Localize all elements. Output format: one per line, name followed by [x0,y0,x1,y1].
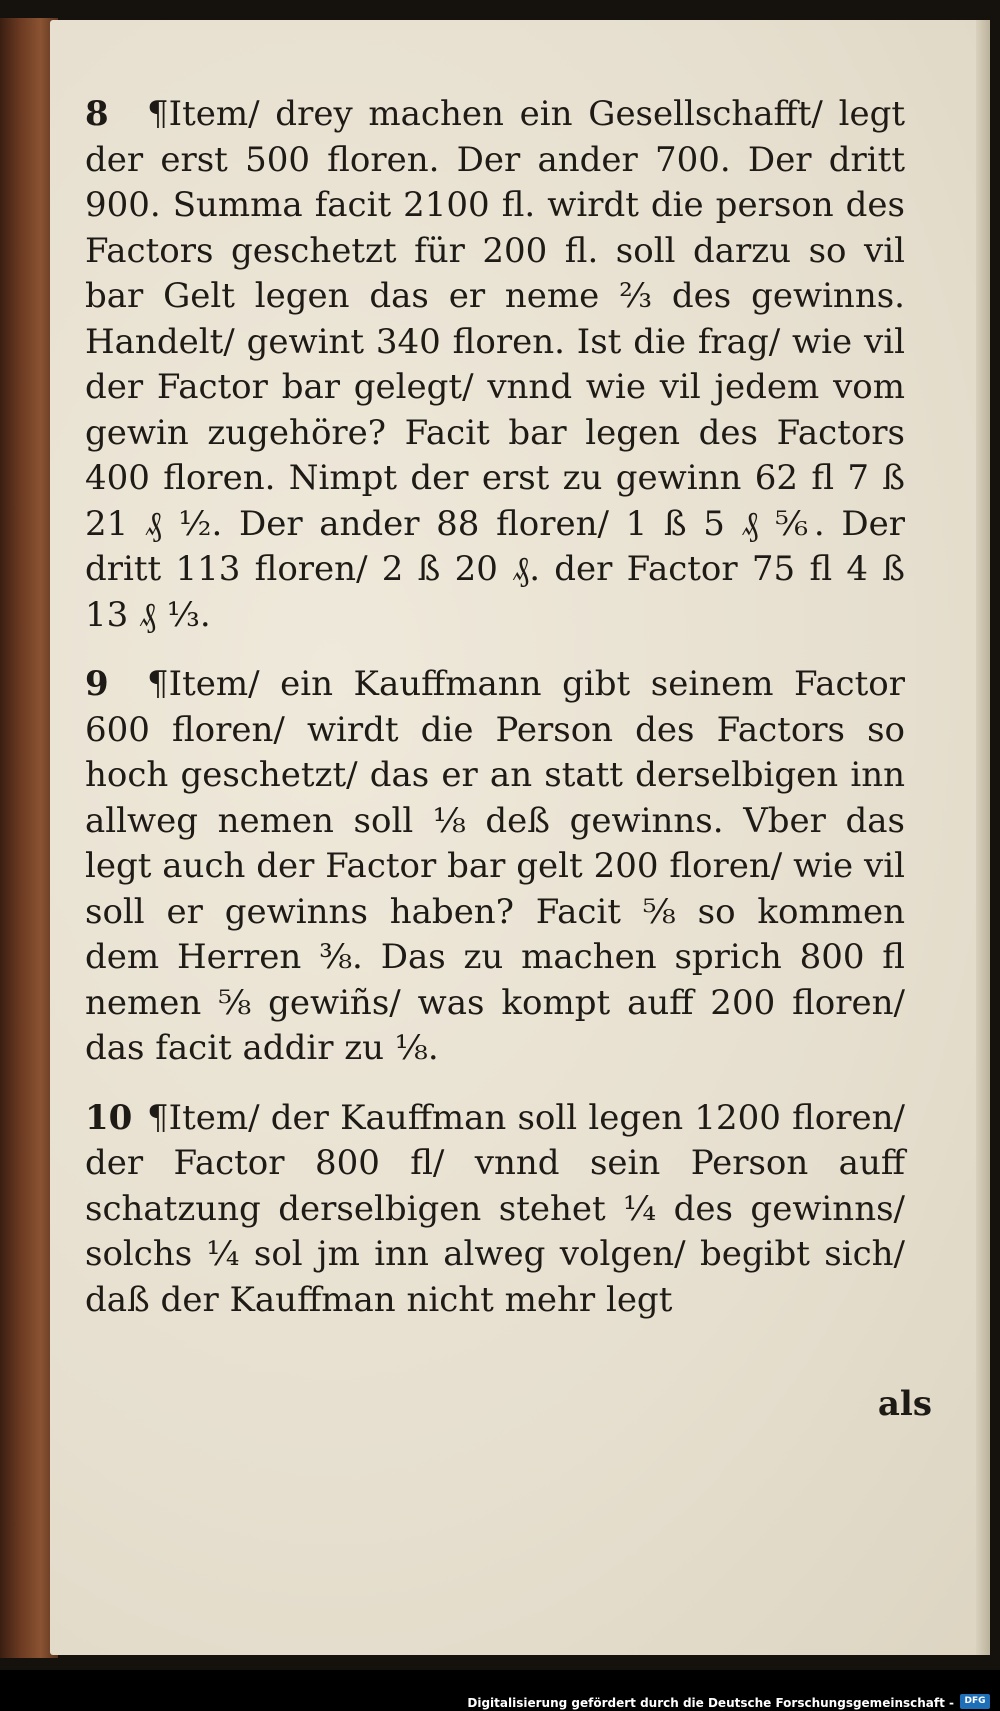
page-text [85,92,905,1347]
paragraph-8 [85,92,905,638]
paragraph-9 [85,662,905,1072]
paragraph-text: ¶Item/ drey machen ein Gesellschafft/ legt der erst 500 floren. Der ander 700. Der dritt 900. Summa facit 2100 fl. wirdt die person des Factors geschetzt für 200 fl. soll darzu so vil bar Gelt legen das er neme ⅔ des gewinns. Handelt/ gewint 340 floren. Ist die frag/ wie vil der Factor bar gelegt/ vnnd wie vil jedem vom gewin zugehöre? Facit bar legen des Factors 400 floren. Nimpt der erst zu gewinn 62 fl 7 ß 21 ₰ ½. Der ander 88 floren/ 1 ß 5 ₰ ⅚. Der dritt 113 floren/ 2 ß 20 ₰. der Factor 75 fl 4 ß 13 ₰ ⅓. [85,94,905,635]
paragraph-text: ¶Item/ ein Kauffmann gibt seinem Factor 600 floren/ wirdt die Person des Factors so hoch geschetzt/ das er an statt derselbigen inn allweg nemen soll ⅛ deß gewinns. Vber das legt auch der Factor bar gelt 200 floren/ wie vil soll er gewinns haben? Facit ⅝ so kommen dem Herren ⅜. Das zu machen sprich 800 fl nemen ⅝ gewiñs/ was kompt auff 200 floren/ das facit addir zu ⅛. [85,664,905,1068]
funding-credit: Digitalisierung gefördert durch die Deutsche Forschungsgemeinschaft - [467,1696,954,1710]
paragraph-text: ¶Item/ der Kauffman soll legen 1200 floren/ der Factor 800 fl/ vnnd sein Person auff schatzung derselbigen stehet ¼ des gewinns/ solchs ¼ sol jm inn alweg volgen/ begibt sich/ daß der Kauffman nicht mehr legt [85,1097,905,1320]
dfg-logo-icon: DFG [960,1694,990,1709]
page-fore-edge [976,20,990,1655]
paragraph-number: 9 [85,664,109,704]
paragraph-number: 10 [85,1097,133,1138]
paragraph-10 [85,1096,905,1324]
catchword: als [877,1384,932,1424]
paragraph-number: 8 [85,94,109,134]
